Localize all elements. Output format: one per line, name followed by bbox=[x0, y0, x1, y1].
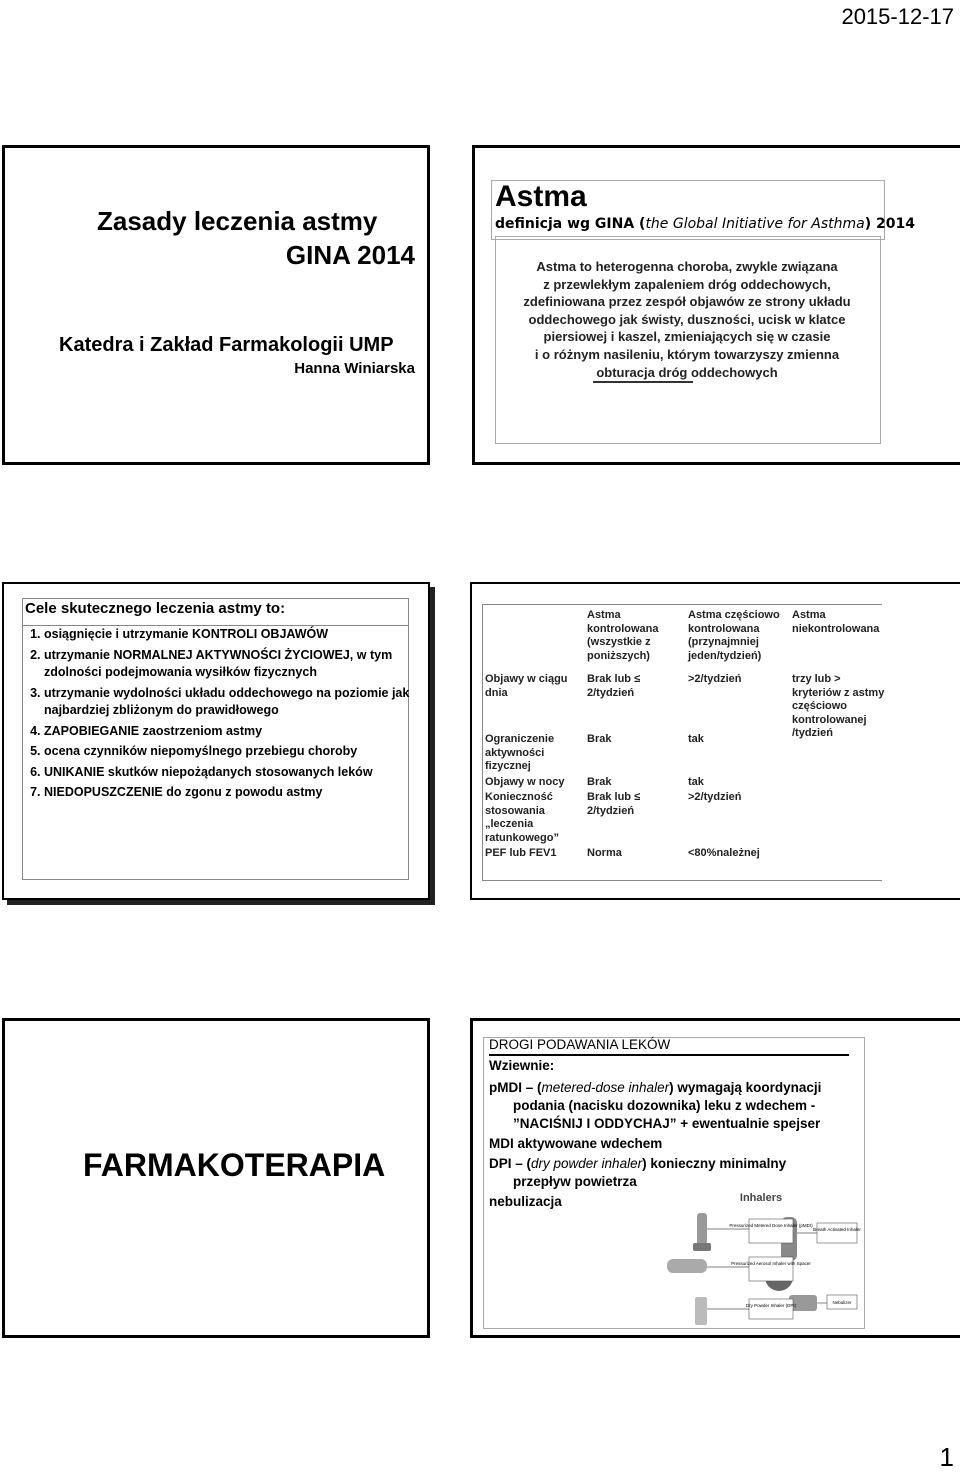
dpi-icon bbox=[695, 1297, 707, 1325]
slide6-title: DROGI PODAWANIA LEKÓW bbox=[489, 1037, 671, 1052]
table-cell bbox=[789, 846, 895, 862]
slide6-dpi: DPI – (dry powder inhaler) konieczny minimalny przepływ powietrza bbox=[489, 1156, 787, 1189]
slide2-definition-text: Astma to heterogenna choroba, zwykle związana z przewlekłym zapaleniem dróg oddechowych, zdefiniowana przez zespół objawów ze strony układu oddechowego jak świsty, duszności, ucisk w klatce piersiowej i kaszel, zmieniających się w czasie i o różnym nasileniu, którym towarzyszy zmienna obturacja dróg oddechowych bbox=[523, 259, 851, 380]
table-cell: Konieczność stosowania „leczenia ratunkowego” bbox=[485, 791, 559, 844]
slide6-pmdi: pMDI – (metered-dose inhaler) wymagają koordynacji podania (nacisku dozownika) leku z wdechem - ”NACIŚNIJ I ODDYCHAJ” + ewentualnie spejser bbox=[489, 1080, 822, 1131]
table-header-cell bbox=[482, 608, 584, 672]
pmdi-mouthpiece-icon bbox=[693, 1243, 711, 1251]
slide-title bbox=[2, 145, 430, 465]
table-header-cell: Astma częściowo kontrolowana (przynajmniej jeden/tydzień) bbox=[688, 609, 780, 662]
table-cell: Brak bbox=[587, 775, 612, 788]
page-number: 1 bbox=[939, 1442, 954, 1472]
table-cell: Norma bbox=[587, 847, 622, 859]
table-header-cell: Astma niekontrolowana bbox=[792, 609, 880, 635]
slide1-title-line1: Zasady leczenia astmy bbox=[97, 206, 378, 236]
table-row bbox=[482, 672, 895, 732]
slide2-subtitle: definicja wg GINA (the Global Initiative for Asthma) 2014 bbox=[495, 216, 915, 232]
table-cell: >2/tydzień bbox=[688, 673, 742, 685]
table-cell: trzy lub > kryteriów z astmy częściowo kontrolowanej /tydzień bbox=[792, 673, 885, 739]
table-header-cell: Astma kontrolowana (wszystkie z poniższych) bbox=[587, 609, 659, 662]
slide1-department: Katedra i Zakład Farmakologii UMP bbox=[59, 334, 394, 356]
slide1-title-line2: GINA 2014 bbox=[285, 240, 415, 270]
table-cell: <80%należnej bbox=[688, 847, 760, 859]
table-cell: Objawy w ciągu dnia bbox=[485, 673, 568, 699]
list-item: 6. UNIKANIE skutków niepożądanych stosowanych leków bbox=[44, 764, 414, 782]
table-header-row bbox=[482, 608, 895, 672]
slide-definition bbox=[472, 145, 960, 465]
figure-label: Dry Powder Inhaler (DPI) bbox=[745, 1303, 797, 1308]
slide6-mdi: MDI aktywowane wdechem bbox=[489, 1136, 663, 1151]
slide3-goals-list bbox=[22, 626, 414, 805]
slide-control-table bbox=[470, 582, 960, 900]
table-cell: Ograniczenie aktywności fizycznej bbox=[485, 733, 555, 772]
asthma-control-table bbox=[482, 608, 895, 862]
slide1-author: Hanna Winiarska bbox=[294, 360, 415, 377]
slide6-wziewnie: Wziewnie: bbox=[489, 1058, 555, 1073]
figure-label: Breath Activated Inhaler bbox=[813, 1227, 861, 1232]
table-cell: Brak lub ≤ 2/tydzień bbox=[587, 673, 641, 699]
page-date: 2015-12-17 bbox=[841, 4, 954, 29]
slide-goals bbox=[2, 582, 430, 900]
figure-label: Pressurized Aerosol Inhaler with Spacer bbox=[731, 1261, 811, 1266]
slide2-title: Astma bbox=[495, 180, 587, 213]
inhalers-figure bbox=[661, 1189, 861, 1338]
list-item: 2. utrzymanie NORMALNEJ AKTYWNOŚCI ŻYCIOWEJ, w tym zdolności podejmowania wysiłków fizycznych bbox=[44, 647, 414, 682]
slide2-underline bbox=[593, 381, 693, 383]
table-cell: Brak bbox=[587, 733, 612, 745]
figure-label: Pressurized Metered Dose Inhaler (pMDI) bbox=[729, 1223, 813, 1228]
figure-label: Nebulizer bbox=[832, 1300, 852, 1305]
table-cell: >2/tydzień bbox=[688, 791, 742, 803]
table-cell: PEF lub FEV1 bbox=[485, 847, 557, 859]
slide3-title: Cele skutecznego leczenia astmy to: bbox=[25, 600, 286, 617]
slide6-title-underline bbox=[489, 1054, 849, 1056]
divider bbox=[482, 880, 882, 881]
list-item: 1. osiągnięcie i utrzymanie KONTROLI OBJAWÓW bbox=[44, 626, 414, 644]
table-cell: tak bbox=[688, 733, 704, 745]
table-cell: Brak lub ≤ 2/tydzień bbox=[587, 791, 641, 817]
slide6-nebulizacja: nebulizacja bbox=[489, 1194, 562, 1209]
list-item: 4. ZAPOBIEGANIE zaostrzeniom astmy bbox=[44, 723, 414, 741]
list-item: 3. utrzymanie wydolności układu oddechowego na poziomie jak najbardziej zbliżonym do prawidłowego bbox=[44, 685, 414, 720]
slide-pharmacotherapy bbox=[2, 1018, 430, 1338]
divider bbox=[482, 604, 882, 605]
table-cell: tak bbox=[688, 775, 704, 788]
list-item: 7. NIEDOPUSZCZENIE do zgonu z powodu astmy bbox=[44, 784, 414, 802]
slide-drug-routes bbox=[470, 1018, 960, 1338]
list-item: 5. ocena czynników niepomyślnego przebiegu choroby bbox=[44, 743, 414, 761]
slide5-title: FARMAKOTERAPIA bbox=[83, 1147, 386, 1183]
inhalers-title: Inhalers bbox=[739, 1192, 783, 1204]
pmdi-icon bbox=[697, 1213, 707, 1247]
table-row bbox=[482, 846, 895, 862]
table-cell: Objawy w nocy bbox=[485, 775, 565, 788]
spacer-icon bbox=[667, 1259, 707, 1273]
